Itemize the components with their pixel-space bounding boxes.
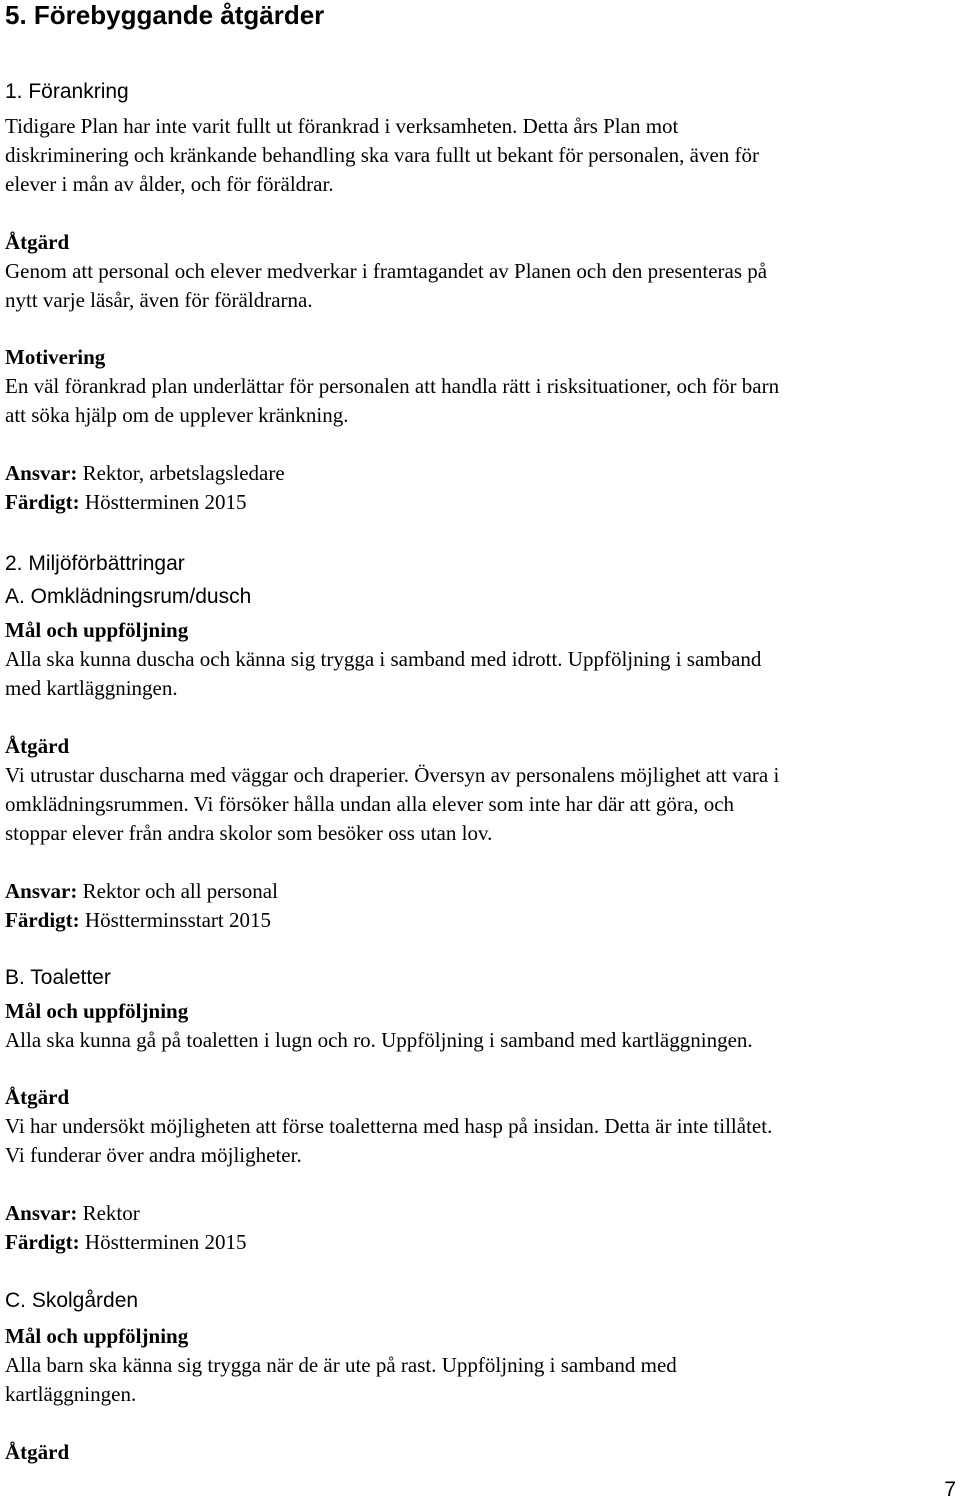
a-fardigt-value: Höstterminsstart 2015 bbox=[79, 908, 271, 932]
a-ansvar-value: Rektor och all personal bbox=[77, 879, 278, 903]
b-ansvar-label: Ansvar: bbox=[5, 1201, 78, 1225]
s1-atgard-line-1: Genom att personal och elever medverkar i framtagandet av Planen och den presenteras på bbox=[5, 259, 768, 283]
c-mal-label: Mål och uppföljning bbox=[5, 1324, 189, 1348]
a-mal-line-2: med kartläggningen. bbox=[5, 676, 178, 700]
b-fardigt-value: Höstterminen 2015 bbox=[79, 1230, 247, 1254]
b-atgard-label: Åtgärd bbox=[5, 1085, 70, 1109]
section-2-title: 2. Miljöförbättringar bbox=[5, 552, 185, 575]
a-mal-label: Mål och uppföljning bbox=[5, 618, 189, 642]
a-atgard-line-3: stoppar elever från andra skolor som besöker oss utan lov. bbox=[5, 821, 493, 845]
s1-motivering-line-1: En väl förankrad plan underlättar för personalen att handla rätt i risksituationer, och för barn bbox=[5, 374, 780, 398]
a-fardigt-label: Färdigt: bbox=[5, 908, 80, 932]
s1-motivering-line-2: att söka hjälp om de upplever kränkning. bbox=[5, 403, 349, 427]
s1-fardigt-label: Färdigt: bbox=[5, 490, 80, 514]
s1-intro-line-1: Tidigare Plan har inte varit fullt ut förankrad i verksamheten. Detta års Plan mot bbox=[5, 114, 679, 138]
page-heading: 5. Förebyggande åtgärder bbox=[5, 0, 325, 30]
b-fardigt bbox=[5, 1232, 246, 1253]
c-mal-line-2: kartläggningen. bbox=[5, 1382, 137, 1406]
a-mal-line-1: Alla ska kunna duscha och känna sig trygga i samband med idrott. Uppföljning i samband bbox=[5, 647, 762, 671]
b-mal-line-1: Alla ska kunna gå på toaletten i lugn och ro. Uppföljning i samband med kartläggningen. bbox=[5, 1028, 753, 1052]
b-atgard-line-2: Vi funderar över andra möjligheter. bbox=[5, 1143, 302, 1167]
c-mal-line-1: Alla barn ska känna sig trygga när de är ute på rast. Uppföljning i samband med bbox=[5, 1353, 677, 1377]
s1-intro-line-2: diskriminering och kränkande behandling ska vara fullt ut bekant för personalen, även för bbox=[5, 143, 760, 167]
c-atgard-label: Åtgärd bbox=[5, 1440, 70, 1464]
s1-atgard-label: Åtgärd bbox=[5, 230, 70, 254]
s1-ansvar-value: Rektor, arbetslagsledare bbox=[77, 461, 285, 485]
s1-fardigt bbox=[5, 492, 246, 513]
b-ansvar bbox=[5, 1203, 140, 1224]
subsection-c-title: C. Skolgården bbox=[5, 1289, 139, 1312]
s1-atgard-line-2: nytt varje läsår, även för föräldrarna. bbox=[5, 288, 313, 312]
a-atgard-line-2: omklädningsrummen. Vi försöker hålla undan alla elever som inte har där att göra, och bbox=[5, 792, 735, 816]
page-number: 7 bbox=[944, 1478, 956, 1501]
subsection-a-title: A. Omklädningsrum/dusch bbox=[5, 585, 252, 608]
s1-fardigt-value: Höstterminen 2015 bbox=[79, 490, 247, 514]
b-mal-label: Mål och uppföljning bbox=[5, 999, 189, 1023]
b-atgard-line-1: Vi har undersökt möjligheten att förse toaletterna med hasp på insidan. Detta är inte tillåtet. bbox=[5, 1114, 773, 1138]
a-ansvar-label: Ansvar: bbox=[5, 879, 78, 903]
a-ansvar bbox=[5, 881, 278, 902]
a-atgard-label: Åtgärd bbox=[5, 734, 70, 758]
s1-motivering-label: Motivering bbox=[5, 345, 106, 369]
a-atgard-line-1: Vi utrustar duscharna med väggar och draperier. Översyn av personalens möjlighet att vara i bbox=[5, 763, 780, 787]
s1-ansvar bbox=[5, 463, 285, 484]
a-fardigt bbox=[5, 910, 271, 931]
b-ansvar-value: Rektor bbox=[77, 1201, 140, 1225]
s1-intro-line-3: elever i mån av ålder, och för föräldrar. bbox=[5, 172, 334, 196]
section-1-title: 1. Förankring bbox=[5, 80, 129, 103]
s1-ansvar-label: Ansvar: bbox=[5, 461, 78, 485]
subsection-b-title: B. Toaletter bbox=[5, 966, 111, 989]
b-fardigt-label: Färdigt: bbox=[5, 1230, 80, 1254]
